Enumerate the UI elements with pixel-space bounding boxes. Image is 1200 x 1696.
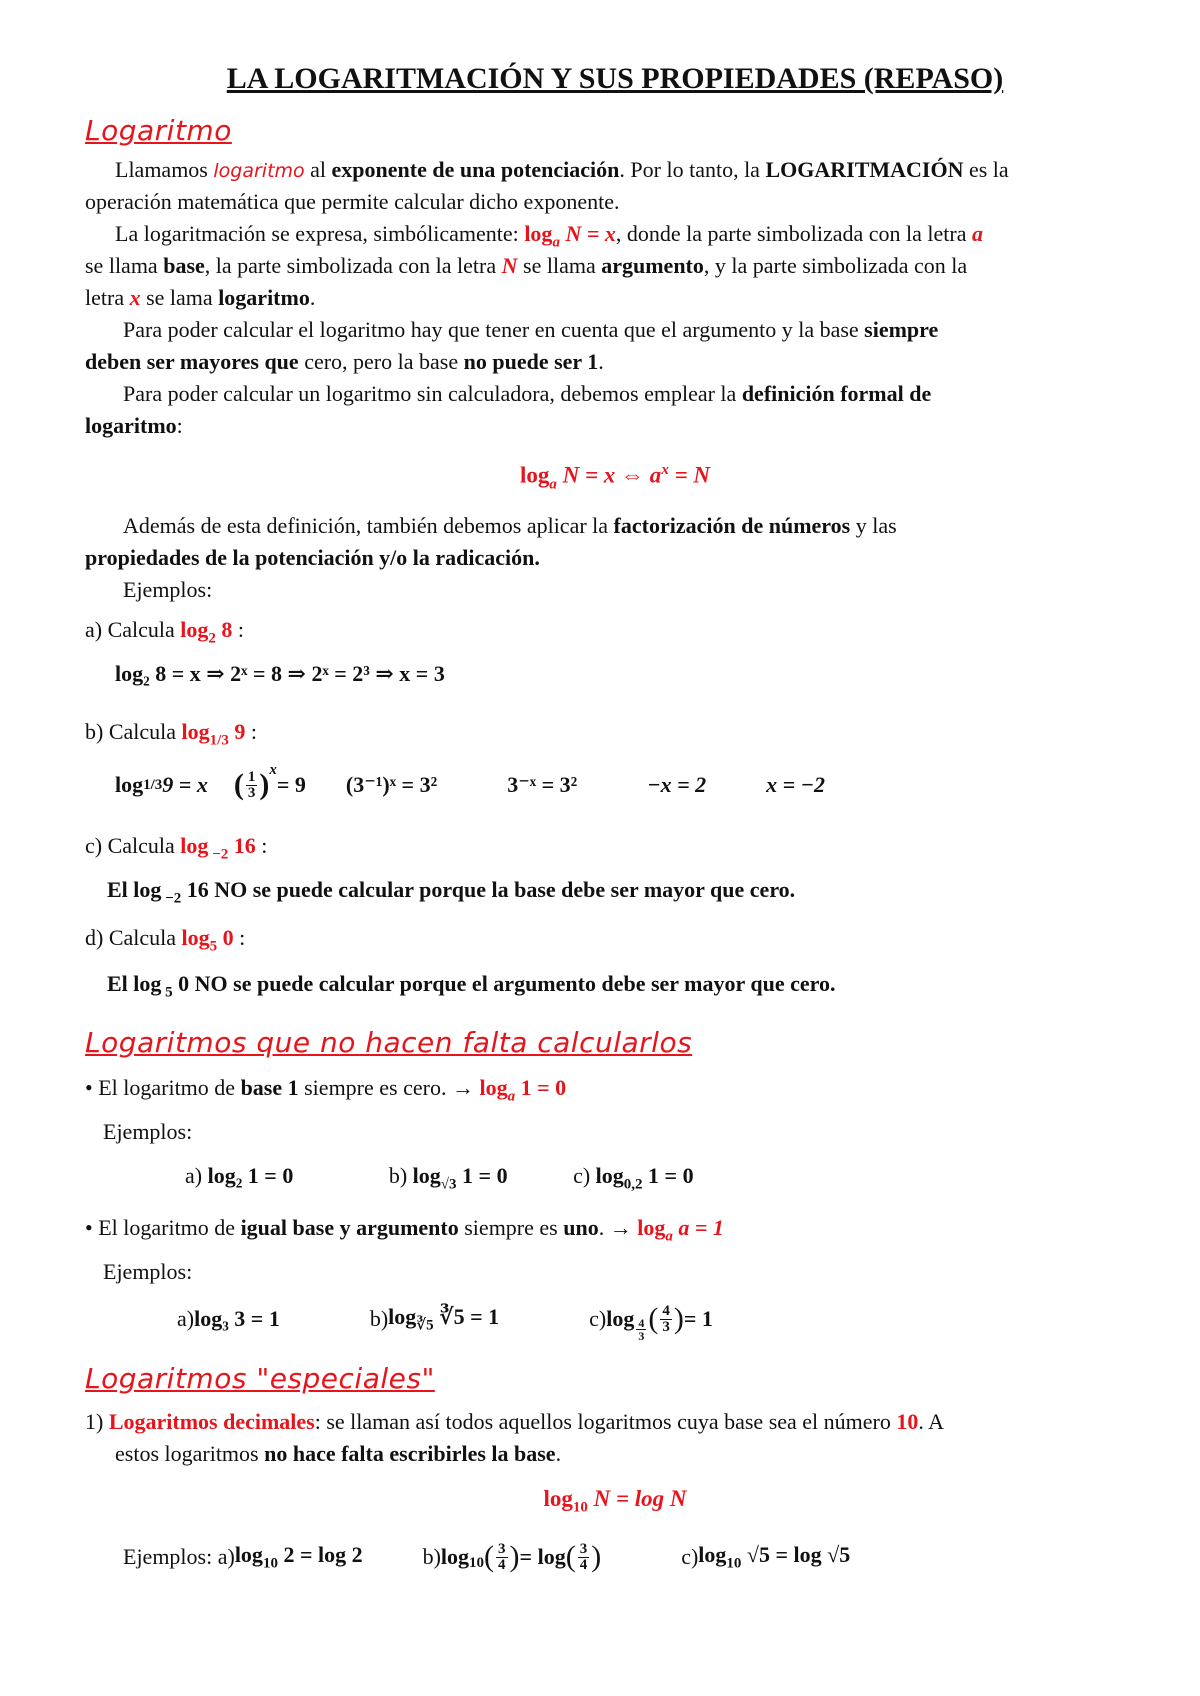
formula-rest: √5 = log √5 bbox=[741, 1541, 851, 1567]
section-heading-no-calcular: Logaritmos que no hacen falta calcularlos bbox=[85, 1026, 693, 1059]
text: : bbox=[233, 925, 246, 950]
paren-open: ( bbox=[565, 1540, 576, 1573]
text: a) bbox=[185, 1163, 208, 1188]
log: log bbox=[519, 462, 550, 488]
example-b-prompt bbox=[85, 716, 257, 756]
sub: 10 bbox=[726, 1555, 742, 1572]
text: . A bbox=[918, 1409, 945, 1434]
text: cero, pero la base bbox=[298, 349, 464, 374]
text: logaritmo bbox=[218, 285, 310, 310]
formula-rest: N = log N bbox=[587, 1486, 687, 1511]
example-row-2 bbox=[177, 1296, 713, 1342]
letter-x: x bbox=[129, 285, 141, 310]
formula bbox=[180, 617, 233, 647]
step-6: x = −2 bbox=[766, 772, 825, 797]
sub: −2 bbox=[208, 846, 229, 863]
decimal-logs-line-1 bbox=[85, 1406, 944, 1438]
text: 0 NO se puede calcular porque el argumento debe ser mayor que cero. bbox=[172, 971, 836, 996]
example-d-solution bbox=[107, 968, 835, 1008]
text: b) bbox=[388, 1163, 413, 1188]
sub: 1/3 bbox=[209, 732, 229, 749]
text: logaritmo bbox=[85, 413, 177, 438]
example-d-prompt bbox=[85, 922, 245, 962]
text: . bbox=[555, 1441, 562, 1466]
text: . bbox=[598, 349, 604, 374]
text: : bbox=[176, 413, 183, 438]
section-heading-especiales: Logaritmos "especiales" bbox=[85, 1362, 435, 1395]
text: b) bbox=[369, 1306, 389, 1331]
denominator: 4 bbox=[498, 1556, 506, 1573]
sup: x bbox=[661, 462, 669, 478]
text: no puede ser 1 bbox=[463, 349, 599, 374]
fraction-arg bbox=[660, 1304, 672, 1335]
arg: 8 bbox=[215, 617, 233, 642]
step-4: 3⁻ˣ = 3² bbox=[507, 772, 578, 797]
formula bbox=[180, 833, 256, 863]
text: El bbox=[107, 877, 134, 902]
log: log bbox=[412, 1163, 441, 1188]
text: b) Calcula bbox=[85, 719, 182, 744]
text: Ejemplos: a) bbox=[123, 1544, 235, 1569]
log: log bbox=[595, 1163, 624, 1188]
sub: a bbox=[665, 1228, 673, 1245]
example-row-1 bbox=[185, 1160, 694, 1200]
text: 1) bbox=[85, 1409, 109, 1434]
text: base 1 bbox=[240, 1075, 299, 1100]
text: Logaritmos decimales bbox=[108, 1409, 315, 1434]
text: La logaritmación se expresa, simbólicamente: bbox=[115, 221, 525, 246]
text: y las bbox=[850, 513, 897, 538]
text: a) Calcula bbox=[85, 617, 181, 642]
text: a) bbox=[177, 1306, 195, 1331]
formula bbox=[235, 1542, 363, 1572]
text: • El logaritmo de bbox=[85, 1215, 241, 1240]
letter-a: a bbox=[972, 221, 984, 246]
decimal-logs-line-2 bbox=[115, 1438, 561, 1470]
example-c-solution bbox=[107, 874, 795, 914]
log: log bbox=[388, 1303, 417, 1329]
numerator: 1 bbox=[247, 768, 256, 785]
formula-rest: 1 = 0 bbox=[515, 1075, 567, 1100]
decimal-examples-row bbox=[123, 1532, 850, 1582]
text: siempre es bbox=[458, 1215, 564, 1240]
sub: √3 bbox=[440, 1176, 457, 1193]
section-heading-logaritmo: Logaritmo bbox=[85, 114, 232, 147]
examples-label-3: Ejemplos: bbox=[103, 1259, 193, 1284]
text: El bbox=[107, 971, 134, 996]
paren-close: ) bbox=[259, 768, 270, 801]
sub: 10 bbox=[469, 1555, 485, 1571]
sub: 0,2 bbox=[623, 1176, 643, 1193]
log: log bbox=[115, 772, 144, 797]
paragraph-2-line-2 bbox=[85, 250, 967, 282]
text: no hace falta escribirles la base bbox=[264, 1441, 556, 1466]
formula-rest: a = 1 bbox=[672, 1215, 724, 1240]
text: , y la parte simbolizada con la bbox=[703, 253, 968, 278]
text: Para poder calcular un logaritmo sin calculadora, debemos emplear la bbox=[123, 381, 742, 406]
fraction-base bbox=[636, 1317, 646, 1342]
arg: 9 bbox=[228, 719, 246, 744]
step-2: = 9 bbox=[276, 772, 306, 797]
formula: log₃ 3 = 1 bbox=[194, 1306, 280, 1331]
formula bbox=[479, 1075, 567, 1105]
log: log bbox=[181, 719, 210, 744]
text: siempre bbox=[864, 317, 939, 342]
definition-formula bbox=[85, 462, 1145, 493]
page-title: LA LOGARITMACIÓN Y SUS PROPIEDADES (REPASO) bbox=[226, 62, 1004, 95]
logaritmo-word: logaritmo bbox=[213, 160, 305, 182]
text: . bbox=[309, 285, 316, 310]
log: log bbox=[234, 1541, 263, 1567]
text: exponente de una potenciación bbox=[331, 157, 620, 182]
formula-rest: 1 = 0 bbox=[642, 1163, 694, 1188]
text: letra bbox=[85, 285, 130, 310]
paragraph-2-line-3 bbox=[85, 282, 315, 314]
log: log bbox=[180, 617, 209, 642]
formula: log₂ 1 = 0 bbox=[207, 1163, 294, 1188]
log: log bbox=[524, 221, 553, 246]
text: c) bbox=[681, 1544, 699, 1569]
numerator: 3 bbox=[579, 1540, 588, 1557]
sub: a bbox=[552, 234, 560, 251]
paragraph-3-line-1 bbox=[123, 314, 938, 346]
text: siempre es cero. → bbox=[298, 1075, 480, 1100]
step-3: (3⁻¹)ˣ = 3² bbox=[345, 772, 438, 797]
text: factorización de números bbox=[613, 513, 851, 538]
text: , la parte simbolizada con la letra bbox=[204, 253, 502, 278]
paren-close: ) bbox=[673, 1302, 684, 1335]
paren-open: ( bbox=[233, 768, 244, 801]
paragraph-3-line-2 bbox=[85, 346, 604, 378]
examples-label: Ejemplos: bbox=[123, 577, 213, 602]
text: es la bbox=[963, 157, 1009, 182]
sub: 2 bbox=[208, 630, 216, 647]
text: Además de esta definición, también debemos aplicar la bbox=[123, 513, 614, 538]
examples-label-2: Ejemplos: bbox=[103, 1119, 193, 1144]
fraction bbox=[578, 1542, 590, 1573]
arg: 16 bbox=[228, 833, 256, 858]
paragraph-1-line-2: operación matemática que permite calcular dicho exponente. bbox=[85, 189, 620, 214]
formula-rest: 2 = log 2 bbox=[277, 1541, 363, 1567]
sub: 5 bbox=[209, 938, 218, 955]
text: LOGARITMACIÓN bbox=[765, 157, 964, 182]
step-1: 9 = x bbox=[162, 772, 208, 797]
text: 10 bbox=[896, 1409, 919, 1434]
step-5: −x = 2 bbox=[647, 772, 707, 797]
text: d) Calcula bbox=[85, 925, 182, 950]
example-a-solution: log₂ 8 = x ⇒ 2ˣ = 8 ⇒ 2ˣ = 2³ ⇒ x = 3 bbox=[115, 661, 445, 686]
numerator: 4 bbox=[662, 1302, 670, 1319]
paragraph-4-line-2 bbox=[85, 410, 183, 442]
sub: 10 bbox=[572, 1499, 588, 1516]
paragraph-5-line-1 bbox=[123, 510, 897, 542]
log: log bbox=[180, 833, 209, 858]
text: c) Calcula bbox=[85, 833, 181, 858]
text: uno bbox=[563, 1215, 599, 1240]
letter-n: N bbox=[501, 253, 518, 278]
text: base bbox=[163, 253, 205, 278]
formula-part: = N bbox=[668, 462, 711, 488]
text: definición formal de bbox=[741, 381, 932, 406]
formula bbox=[524, 221, 616, 251]
text: , donde la parte simbolizada con la letra bbox=[615, 221, 973, 246]
formula bbox=[637, 1215, 724, 1245]
paren-close: ) bbox=[591, 1540, 602, 1573]
denominator: 3 bbox=[247, 784, 256, 801]
log: log bbox=[479, 1075, 508, 1100]
text: : bbox=[255, 833, 268, 858]
formula-rest: N = x bbox=[559, 221, 616, 246]
bullet-equal-base bbox=[85, 1212, 724, 1252]
formula bbox=[181, 719, 246, 749]
paragraph-1-line-1 bbox=[115, 154, 1009, 187]
text: c) bbox=[589, 1306, 607, 1331]
log: log bbox=[698, 1541, 727, 1567]
formula-rest: = 1 bbox=[683, 1306, 713, 1331]
formula bbox=[181, 925, 234, 955]
text: Para poder calcular el logaritmo hay que tener en cuenta que el argumento y la base bbox=[123, 317, 865, 342]
formula bbox=[595, 1163, 694, 1193]
example-a-prompt bbox=[85, 614, 244, 654]
sub: ∛5 bbox=[416, 1317, 434, 1334]
sub: a bbox=[507, 1088, 516, 1105]
log: log bbox=[181, 925, 210, 950]
text: se lama bbox=[140, 285, 219, 310]
paragraph-4-line-1 bbox=[123, 378, 931, 410]
sub: 10 bbox=[262, 1555, 278, 1572]
numerator: 3 bbox=[498, 1540, 506, 1557]
example-c-prompt bbox=[85, 830, 267, 870]
log: log bbox=[133, 971, 162, 996]
text: deben ser mayores que bbox=[85, 349, 299, 374]
text: estos logaritmos bbox=[115, 1441, 265, 1466]
paragraph-5-line-2: propiedades de la potenciación y/o la radicación. bbox=[85, 545, 540, 570]
sup-x: x bbox=[269, 762, 277, 778]
numerator: 4 bbox=[638, 1316, 645, 1330]
denominator: 3 bbox=[662, 1318, 670, 1335]
decimal-log-formula bbox=[85, 1486, 1145, 1517]
formula bbox=[388, 1304, 499, 1334]
denominator: 4 bbox=[579, 1556, 588, 1573]
bullet-base-1 bbox=[85, 1072, 566, 1112]
fraction bbox=[496, 1542, 508, 1573]
text: . Por lo tanto, la bbox=[619, 157, 766, 182]
text: 16 NO se puede calcular porque la base debe ser mayor que cero. bbox=[181, 877, 796, 902]
text: c) bbox=[573, 1163, 596, 1188]
sub: a bbox=[549, 476, 557, 493]
formula-rest: = log bbox=[519, 1544, 566, 1569]
log: log bbox=[543, 1486, 573, 1511]
formula bbox=[698, 1542, 850, 1572]
text: : bbox=[245, 719, 257, 744]
formula bbox=[412, 1163, 508, 1193]
text: igual base y argumento bbox=[240, 1215, 459, 1240]
sub: 1/3 bbox=[143, 776, 163, 793]
paren-open: ( bbox=[484, 1540, 495, 1573]
log: log bbox=[440, 1544, 470, 1569]
text: Llamamos bbox=[115, 157, 214, 182]
text: se llama bbox=[85, 253, 164, 278]
fraction-one-third bbox=[246, 770, 258, 801]
text: . → bbox=[598, 1215, 638, 1240]
text: : bbox=[232, 617, 245, 642]
log: log bbox=[637, 1215, 666, 1240]
formula-part: N = x ⇔ a bbox=[556, 462, 662, 488]
text: se llama bbox=[517, 253, 602, 278]
sub: 5 bbox=[161, 984, 173, 1001]
paren-open: ( bbox=[648, 1302, 659, 1335]
example-b-solution bbox=[115, 762, 825, 808]
text: argumento bbox=[601, 253, 704, 278]
text: al bbox=[304, 157, 332, 182]
log: log bbox=[606, 1306, 635, 1331]
text: : se llaman así todos aquellos logaritmos cuya base sea el número bbox=[314, 1409, 897, 1434]
formula-rest: 1 = 0 bbox=[456, 1163, 508, 1188]
formula-rest: ∛5 = 1 bbox=[433, 1303, 500, 1329]
paren-close: ) bbox=[509, 1540, 520, 1573]
text: • El logaritmo de bbox=[85, 1075, 241, 1100]
denominator: 3 bbox=[638, 1329, 645, 1343]
arg: 0 bbox=[217, 925, 234, 950]
text: b) bbox=[422, 1544, 441, 1569]
log: log bbox=[133, 877, 162, 902]
sub: −2 bbox=[161, 890, 182, 907]
